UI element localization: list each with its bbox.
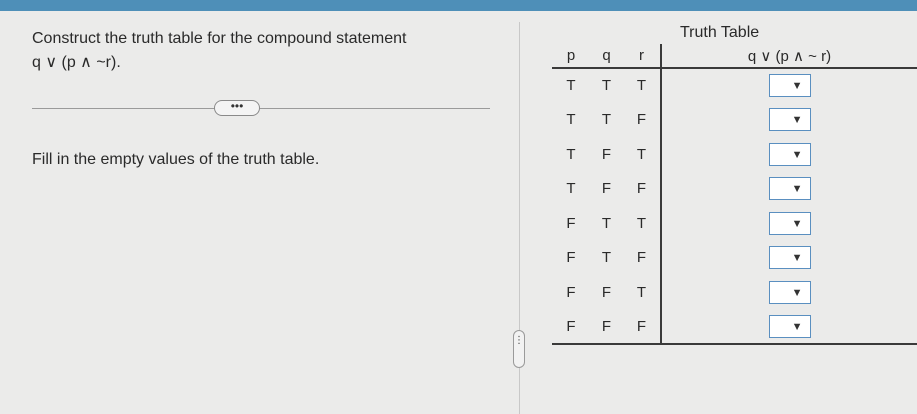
cell-r: T — [623, 206, 661, 241]
result-dropdown[interactable] — [769, 212, 811, 235]
cell-q: F — [601, 180, 612, 198]
cell-r: F — [623, 310, 661, 345]
table-row — [552, 241, 917, 276]
header-result: q ∨ (p ∧ ~ r) — [661, 44, 917, 68]
cell-q: F — [601, 145, 612, 163]
instruction-text: Fill in the empty values of the truth table. — [32, 151, 320, 168]
vertical-dots-icon: ⋮ — [514, 335, 524, 346]
header-r: r — [623, 44, 661, 68]
cell-p: T — [566, 180, 576, 198]
table-row — [552, 206, 917, 241]
chevron-down-icon: ▼ — [791, 252, 803, 265]
divider — [32, 108, 490, 109]
chevron-down-icon: ▼ — [791, 114, 803, 127]
cell-r: F — [623, 103, 661, 138]
table-row — [552, 137, 917, 172]
cell-q: T — [601, 249, 612, 267]
result-dropdown[interactable] — [769, 315, 811, 338]
question-pane — [0, 11, 520, 414]
result-dropdown[interactable] — [769, 108, 811, 131]
table-row — [552, 172, 917, 207]
cell-p: F — [566, 283, 576, 301]
cell-q: T — [601, 111, 612, 129]
result-dropdown[interactable] — [769, 281, 811, 304]
chevron-down-icon: ▼ — [791, 148, 803, 161]
cell-q: F — [590, 310, 623, 345]
compound-statement: q ∨ (p ∧ ~r). — [32, 54, 121, 71]
chevron-down-icon: ▼ — [791, 80, 803, 93]
cell-p: T — [566, 111, 576, 129]
cell-p: T — [566, 77, 576, 95]
chevron-down-icon: ▼ — [791, 217, 803, 230]
table-row — [552, 103, 917, 138]
truth-table — [552, 44, 917, 345]
cell-q: T — [601, 77, 612, 95]
cell-r: F — [623, 241, 661, 276]
cell-r: T — [623, 68, 661, 103]
cell-p: F — [566, 214, 576, 232]
chevron-down-icon: ▼ — [791, 183, 803, 196]
table-row — [552, 310, 917, 345]
table-row — [552, 275, 917, 310]
cell-r: F — [623, 172, 661, 207]
result-dropdown[interactable] — [769, 143, 811, 166]
question-prompt: Construct the truth table for the compound statement — [32, 30, 407, 47]
top-bar — [0, 0, 917, 11]
result-dropdown[interactable] — [769, 177, 811, 200]
header-q: q — [590, 44, 623, 68]
cell-q: F — [601, 283, 612, 301]
collapse-handle[interactable] — [513, 330, 525, 368]
cell-r: T — [623, 275, 661, 310]
cell-r: T — [623, 137, 661, 172]
truth-table-title: Truth Table — [680, 24, 760, 41]
chevron-down-icon: ▼ — [791, 320, 803, 333]
cell-p: F — [552, 310, 590, 345]
table-row — [552, 68, 917, 103]
cell-p: T — [566, 145, 576, 163]
cell-p: F — [566, 249, 576, 267]
result-dropdown[interactable] — [769, 74, 811, 97]
header-p: p — [552, 44, 590, 68]
chevron-down-icon: ▼ — [791, 286, 803, 299]
more-button[interactable]: ••• — [214, 100, 260, 116]
cell-q: T — [601, 214, 612, 232]
result-dropdown[interactable] — [769, 246, 811, 269]
